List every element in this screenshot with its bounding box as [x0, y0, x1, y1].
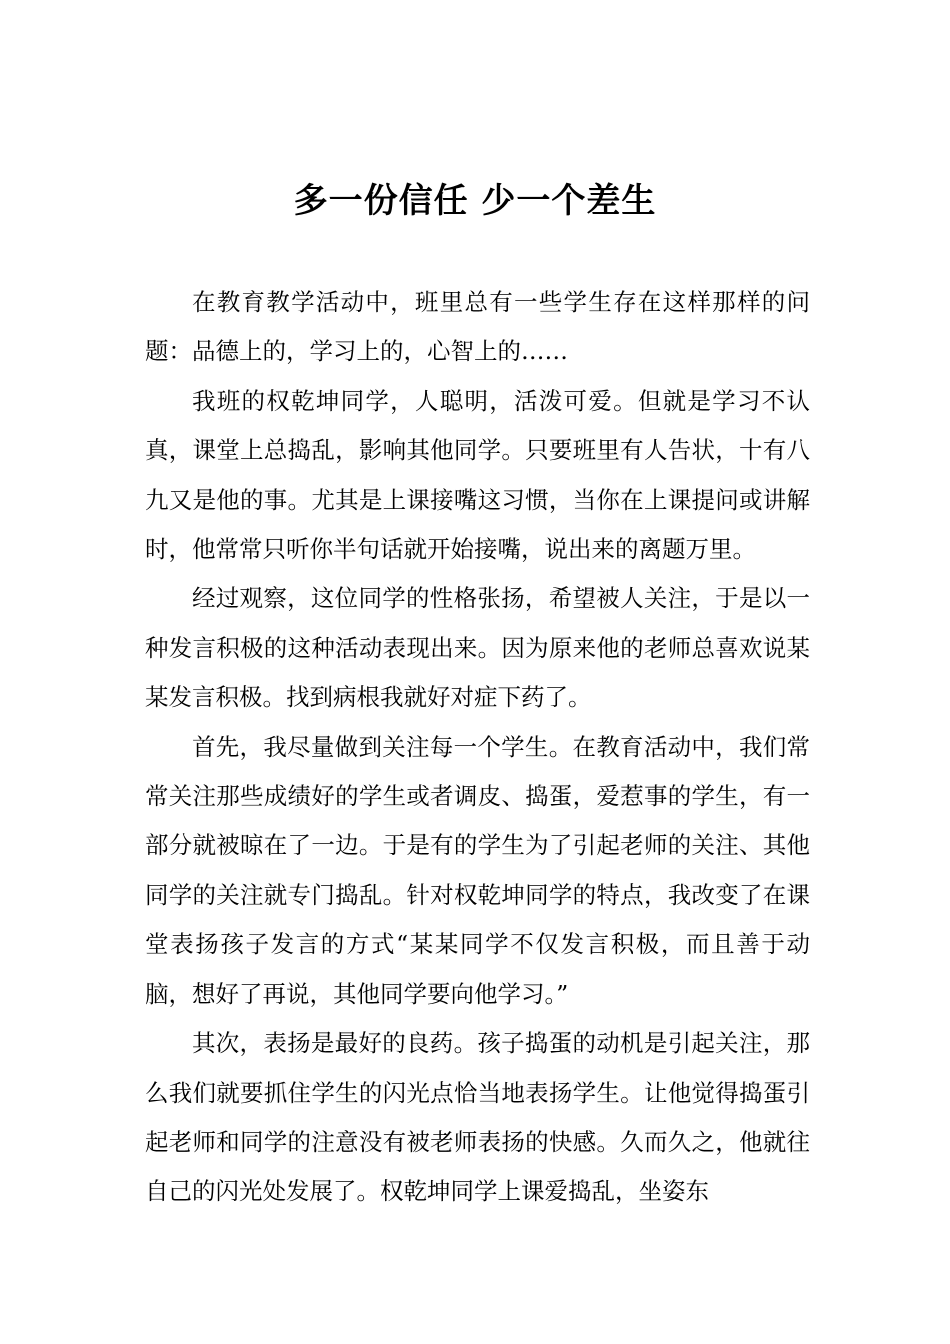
document-title: 多一份信任 少一个差生: [293, 181, 657, 221]
paragraph-1: 在教育教学活动中，班里总有一些学生存在这样那样的问题：品德上的，学习上的，心智上的……: [145, 288, 810, 366]
paragraph-3: 经过观察，这位同学的性格张扬，希望被人关注，于是以一种发言积极的这种活动表现出来。因为原来他的老师总喜欢说某某发言积极。找到病根我就好对症下药了。: [145, 584, 810, 712]
document-body: [145, 278, 810, 1217]
paragraph-2: 我班的权乾坤同学，人聪明，活泼可爱。但就是学习不认真，课堂上总捣乱，影响其他同学。只要班里有人告状，十有八九又是他的事。尤其是上课接嘴这习惯，当你在上课提问或讲解时，他常常只听你半句话就开始接嘴，说出来的离题万里。: [145, 386, 810, 564]
paragraph-5: 其次，表扬是最好的良药。孩子捣蛋的动机是引起关注，那么我们就要抓住学生的闪光点恰当地表扬学生。让他觉得捣蛋引起老师和同学的注意没有被老师表扬的快感。久而久之，他就往自己的闪光处发展了。权乾坤同学上课爱捣乱，坐姿东: [145, 1029, 810, 1206]
paragraph-4: 首先，我尽量做到关注每一个学生。在教育活动中，我们常常关注那些成绩好的学生或者调皮、捣蛋，爱惹事的学生，有一部分就被晾在了一边。于是有的学生为了引起老师的关注、其他同学的关注就专门捣乱。针对权乾坤同学的特点，我改变了在课堂表扬孩子发言的方式“某某同学不仅发言积极，而且善于动脑，想好了再说，其他同学要向他学习。”: [145, 732, 810, 1008]
